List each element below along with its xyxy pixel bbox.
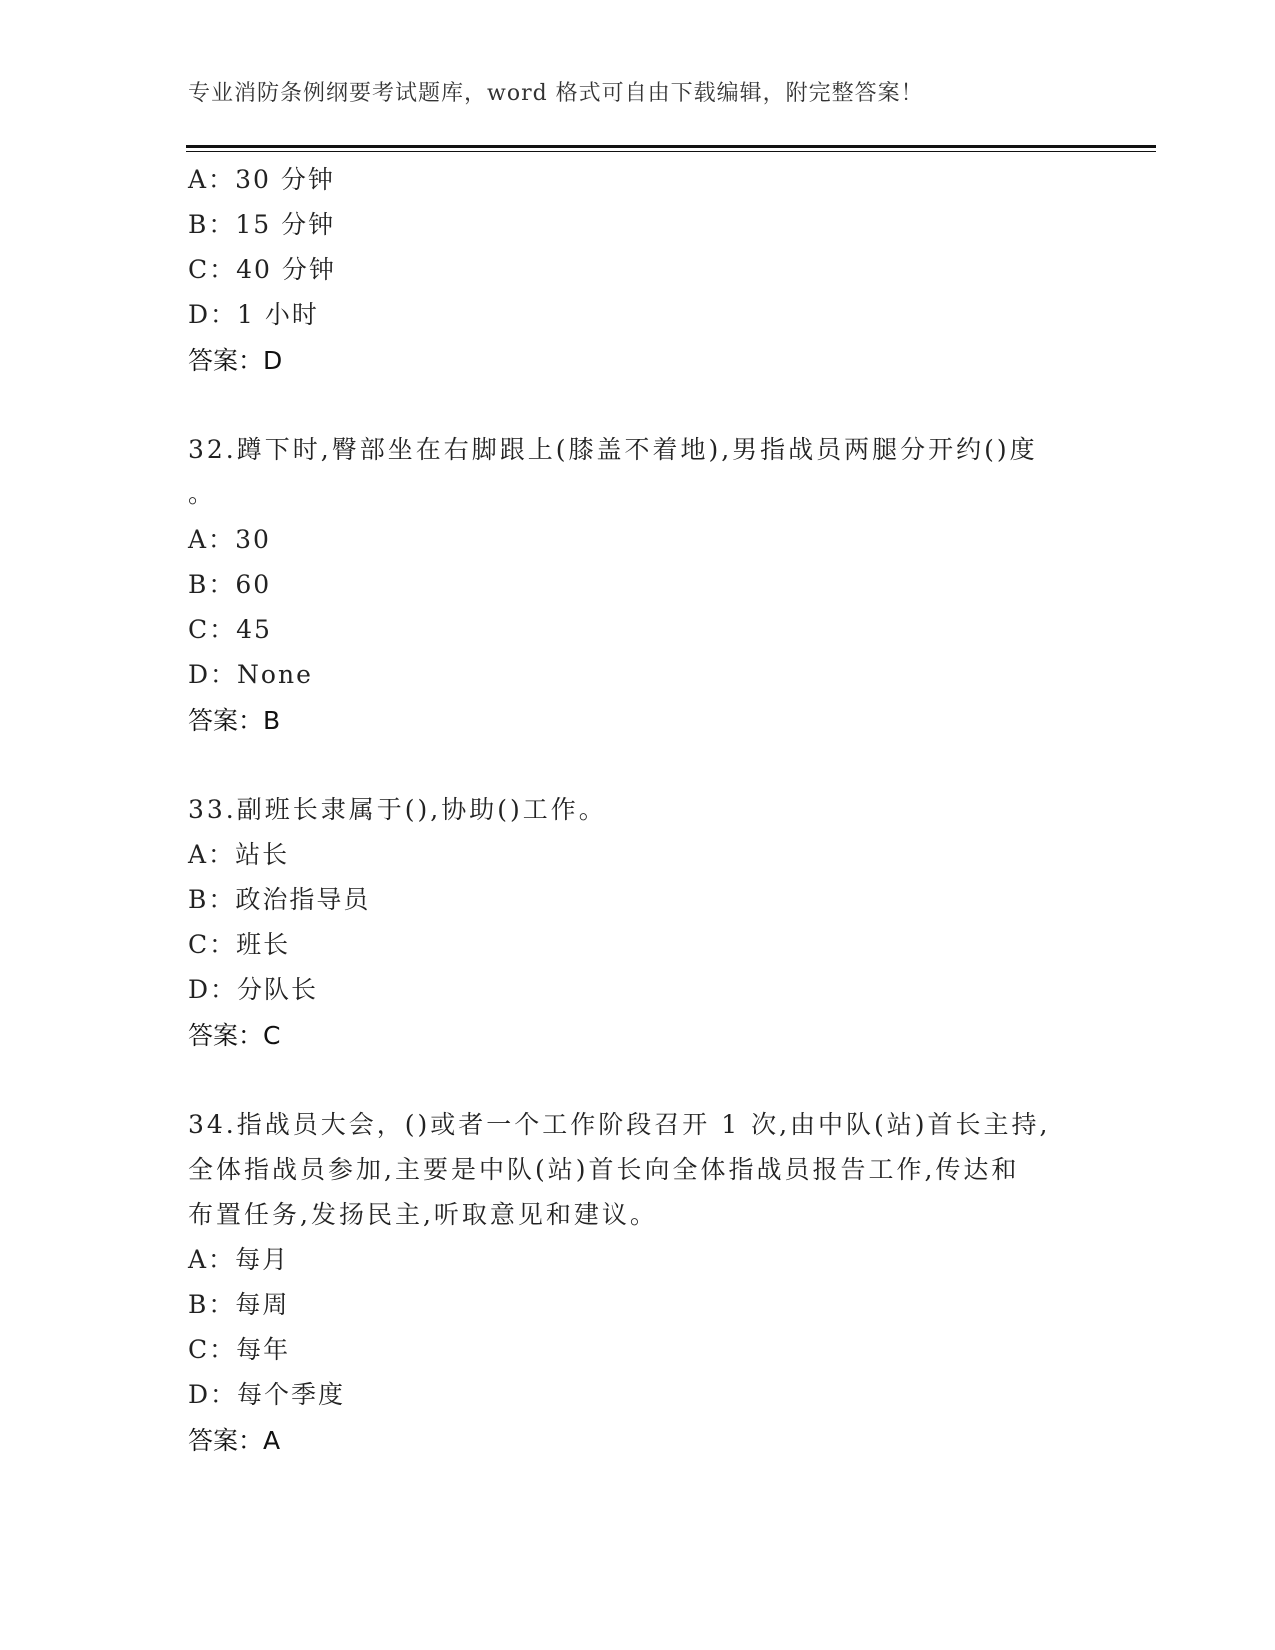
option-key: B： bbox=[188, 1290, 236, 1319]
q33-option-b bbox=[188, 880, 370, 916]
option-text: 每个季度 bbox=[237, 1380, 346, 1409]
option-key: A： bbox=[188, 1245, 236, 1274]
option-key: C： bbox=[188, 255, 237, 284]
option-key: A： bbox=[188, 165, 236, 194]
q33-answer: 答案：C bbox=[188, 1021, 281, 1050]
option-text: 分队长 bbox=[237, 975, 319, 1004]
q34-option-c bbox=[188, 1330, 290, 1366]
q33-option-a bbox=[188, 835, 289, 871]
option-key: A： bbox=[188, 525, 236, 554]
option-key: C： bbox=[188, 615, 237, 644]
option-key: D： bbox=[188, 660, 238, 689]
q33-option-c bbox=[188, 925, 290, 961]
q34-option-d bbox=[188, 1375, 345, 1411]
option-text: 政治指导员 bbox=[235, 885, 371, 914]
option-text: 1 小时 bbox=[237, 300, 319, 329]
q31-answer: 答案：D bbox=[188, 346, 283, 375]
q34-option-a bbox=[188, 1240, 289, 1276]
q31-option-b bbox=[188, 205, 335, 241]
q32-option-a bbox=[188, 520, 271, 556]
q34-answer: 答案：A bbox=[188, 1426, 281, 1455]
option-text: 15 分钟 bbox=[235, 210, 336, 239]
q32-question-line-2: 。 bbox=[188, 479, 217, 508]
q31-option-c bbox=[188, 250, 336, 286]
option-key: B： bbox=[188, 885, 236, 914]
option-key: D： bbox=[188, 975, 238, 1004]
q34-question-line-3: 布置任务,发扬民主,听取意见和建议。 bbox=[188, 1200, 658, 1229]
option-text: 30 bbox=[235, 525, 271, 554]
header-divider-thin bbox=[186, 151, 1156, 152]
q32-option-b bbox=[188, 565, 271, 601]
option-text: 40 分钟 bbox=[236, 255, 336, 284]
q32-question-line-1: 32.蹲下时,臀部坐在右脚跟上(膝盖不着地),男指战员两腿分开约()度 bbox=[188, 435, 1038, 464]
option-key: A： bbox=[188, 840, 236, 869]
option-text: 60 bbox=[235, 570, 272, 599]
option-key: B： bbox=[188, 210, 236, 239]
option-text: 每年 bbox=[236, 1335, 291, 1364]
option-text: None bbox=[237, 660, 313, 689]
q33-question-line-1: 33.副班长隶属于(),协助()工作。 bbox=[188, 795, 607, 824]
option-key: D： bbox=[188, 300, 238, 329]
option-key: B： bbox=[188, 570, 236, 599]
q34-option-b bbox=[188, 1285, 289, 1321]
q32-option-c bbox=[188, 610, 272, 646]
option-text: 站长 bbox=[235, 840, 290, 869]
q33-option-d bbox=[188, 970, 318, 1006]
option-text: 每月 bbox=[235, 1245, 290, 1274]
q32-answer: 答案：B bbox=[188, 706, 281, 735]
q34-question-line-2: 全体指战员参加,主要是中队(站)首长向全体指战员报告工作,传达和 bbox=[188, 1155, 1020, 1184]
q31-option-d bbox=[188, 295, 319, 331]
option-key: D： bbox=[188, 1380, 238, 1409]
option-text: 每周 bbox=[235, 1290, 290, 1319]
option-text: 班长 bbox=[236, 930, 291, 959]
q31-option-a bbox=[188, 160, 335, 196]
option-key: C： bbox=[188, 930, 237, 959]
option-text: 45 bbox=[236, 615, 272, 644]
q32-option-d bbox=[188, 655, 313, 691]
option-text: 30 分钟 bbox=[235, 165, 335, 194]
option-key: C： bbox=[188, 1335, 237, 1364]
page-header: 专业消防条例纲要考试题库，word 格式可自由下载编辑，附完整答案！ bbox=[188, 81, 924, 106]
header-divider-thick bbox=[186, 145, 1156, 148]
q34-question-line-1: 34.指战员大会，()或者一个工作阶段召开 1 次,由中队(站)首长主持, bbox=[188, 1110, 1051, 1139]
